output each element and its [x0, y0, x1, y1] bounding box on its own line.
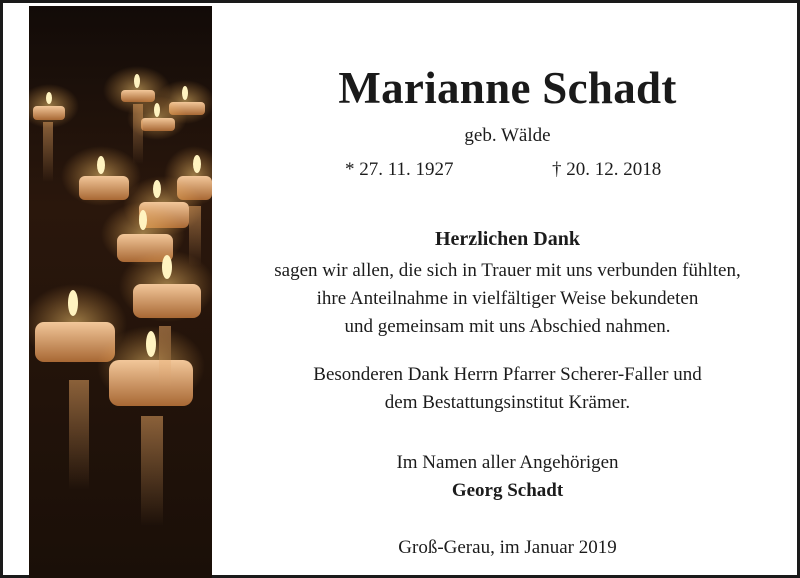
maiden-name: geb. Wälde — [464, 125, 551, 146]
candles-illustration — [29, 6, 212, 578]
candles-photo — [29, 6, 212, 578]
place-date: Groß-Gerau, im Januar 2019 — [398, 537, 617, 558]
deceased-name: Marianne Schadt — [338, 63, 677, 113]
special-thanks-line: dem Bestattungsinstitut Krämer. — [384, 392, 631, 413]
signer-name: Georg Schadt — [451, 480, 564, 501]
special-thanks-line: Besonderen Dank Herrn Pfarrer Scherer-Faller und — [313, 364, 702, 385]
body-line: ihre Anteilnahme in vielfältiger Weise bekundeten — [316, 288, 699, 309]
closing-line: Im Namen aller Angehörigen — [396, 452, 619, 473]
body-line: sagen wir allen, die sich in Trauer mit uns verbunden fühlten, — [274, 260, 741, 281]
obituary-text — [212, 6, 800, 578]
dates-row — [212, 159, 800, 185]
thanks-heading: Herzlichen Dank — [435, 228, 580, 250]
death-date: † 20. 12. 2018 — [552, 159, 662, 180]
birth-date: * 27. 11. 1927 — [345, 159, 454, 180]
body-line: und gemeinsam mit uns Abschied nahmen. — [344, 316, 671, 337]
